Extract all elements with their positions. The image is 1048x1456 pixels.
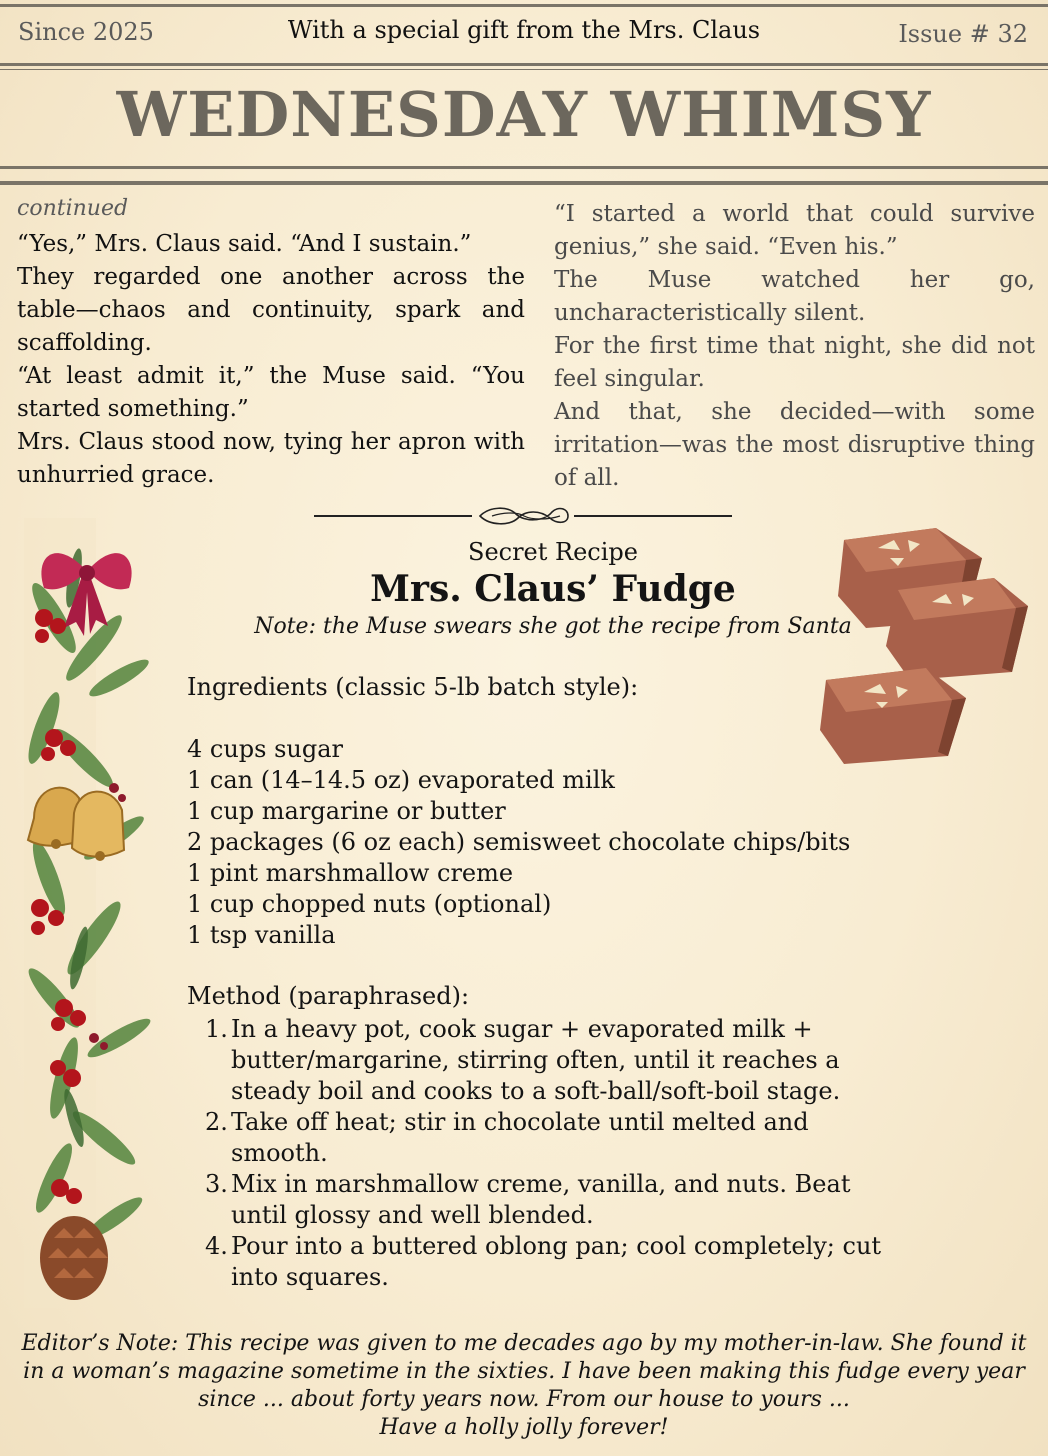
editor-note-line: in a woman’s magazine sometime in the sixties. I have been making this fudge every year [23,1359,1025,1384]
story-left-column [17,196,525,492]
ingredient-item: 1 cup margarine or butter [187,797,506,825]
ingredients-section [187,672,850,951]
ingredient-item: 1 can (14–14.5 oz) evaporated milk [187,766,615,794]
step-text: Take off heat; stir in chocolate until melted and [231,1108,809,1136]
masthead-rule-lower [0,166,1048,169]
masthead-rule-lower-thick [0,181,1048,185]
method-step [187,1014,927,1107]
story-paragraph: The Muse watched her go, uncharacteristically silent. [554,267,1035,326]
recipe-kicker: Secret Recipe [468,538,638,566]
ingredient-item: 1 pint marshmallow creme [187,859,514,887]
step-number: 4. [205,1232,228,1260]
recipe-title: Mrs. Claus’ Fudge [370,568,736,610]
ingredient-item: 1 cup chopped nuts (optional) [187,890,552,918]
flourish-icon [312,500,736,530]
step-number: 2. [205,1108,228,1136]
editor-note [0,1330,1048,1442]
method-steps [187,1014,927,1293]
gift-label: With a special gift from the Mrs. Claus [287,16,761,44]
step-text: Mix in marshmallow creme, vanilla, and nuts. Beat [231,1170,851,1198]
story-paragraph: “I started a world that could survive genius,” she said. “Even his.” [554,201,1035,260]
method-title: Method (paraphrased): [187,982,470,1010]
step-text: butter/margarine, stirring often, until it reaches a [231,1046,840,1074]
pinecone-icon [40,1216,108,1300]
masthead-top-rule [0,4,1048,7]
step-text: steady boil and cooks to a soft-ball/soft-boil stage. [231,1077,841,1105]
masthead-rule-upper-thin [0,69,1048,70]
story-right-column [554,198,1035,495]
editor-note-line: since ... about forty years now. From our house to yours ... [198,1387,850,1412]
ingredient-item: 2 packages (6 oz each) semisweet chocolate chips/bits [187,828,851,856]
recipe-note: Note: the Muse swears she got the recipe from Santa [254,614,852,639]
step-number: 3. [205,1170,228,1198]
step-text: into squares. [231,1263,389,1291]
ingredient-item: 1 tsp vanilla [187,921,336,949]
story-paragraph: They regarded one another across the table—chaos and continuity, spark and scaffolding. [17,264,525,356]
ingredients-title: Ingredients (classic 5-lb batch style): [187,673,639,701]
story-paragraph: “Yes,” Mrs. Claus said. “And I sustain.” [17,231,472,257]
step-text: Pour into a buttered oblong pan; cool completely; cut [231,1232,882,1260]
issue-label: Issue # 32 [898,20,1028,48]
method-step [187,1107,927,1169]
masthead-info-bar [0,16,1048,56]
method-step [187,1169,927,1231]
story-paragraph: For the first time that night, she did not feel singular. [554,333,1035,392]
ingredient-item: 4 cups sugar [187,735,344,763]
method-step [187,1231,927,1293]
story-paragraph: Mrs. Claus stood now, tying her apron with unhurried grace. [17,429,525,488]
step-text: until glossy and well blended. [231,1201,594,1229]
editor-note-line: Have a holly jolly forever! [379,1415,669,1440]
step-number: 1. [205,1015,228,1043]
step-text: In a heavy pot, cook sugar + evaporated milk + [231,1015,813,1043]
newspaper-title: WEDNESDAY WHIMSY [116,78,932,151]
editor-note-line: Editor’s Note: This recipe was given to me decades ago by my mother-in-law. She found it [21,1331,1027,1356]
continued-label: continued [17,196,129,221]
story-paragraph: And that, she decided—with some irritation—was the most disruptive thing of all. [554,399,1035,491]
step-text: smooth. [231,1139,328,1167]
story-paragraph: “At least admit it,” the Muse said. “You started something.” [17,363,525,422]
masthead-rule-upper [0,63,1048,66]
since-label: Since 2025 [18,18,154,46]
